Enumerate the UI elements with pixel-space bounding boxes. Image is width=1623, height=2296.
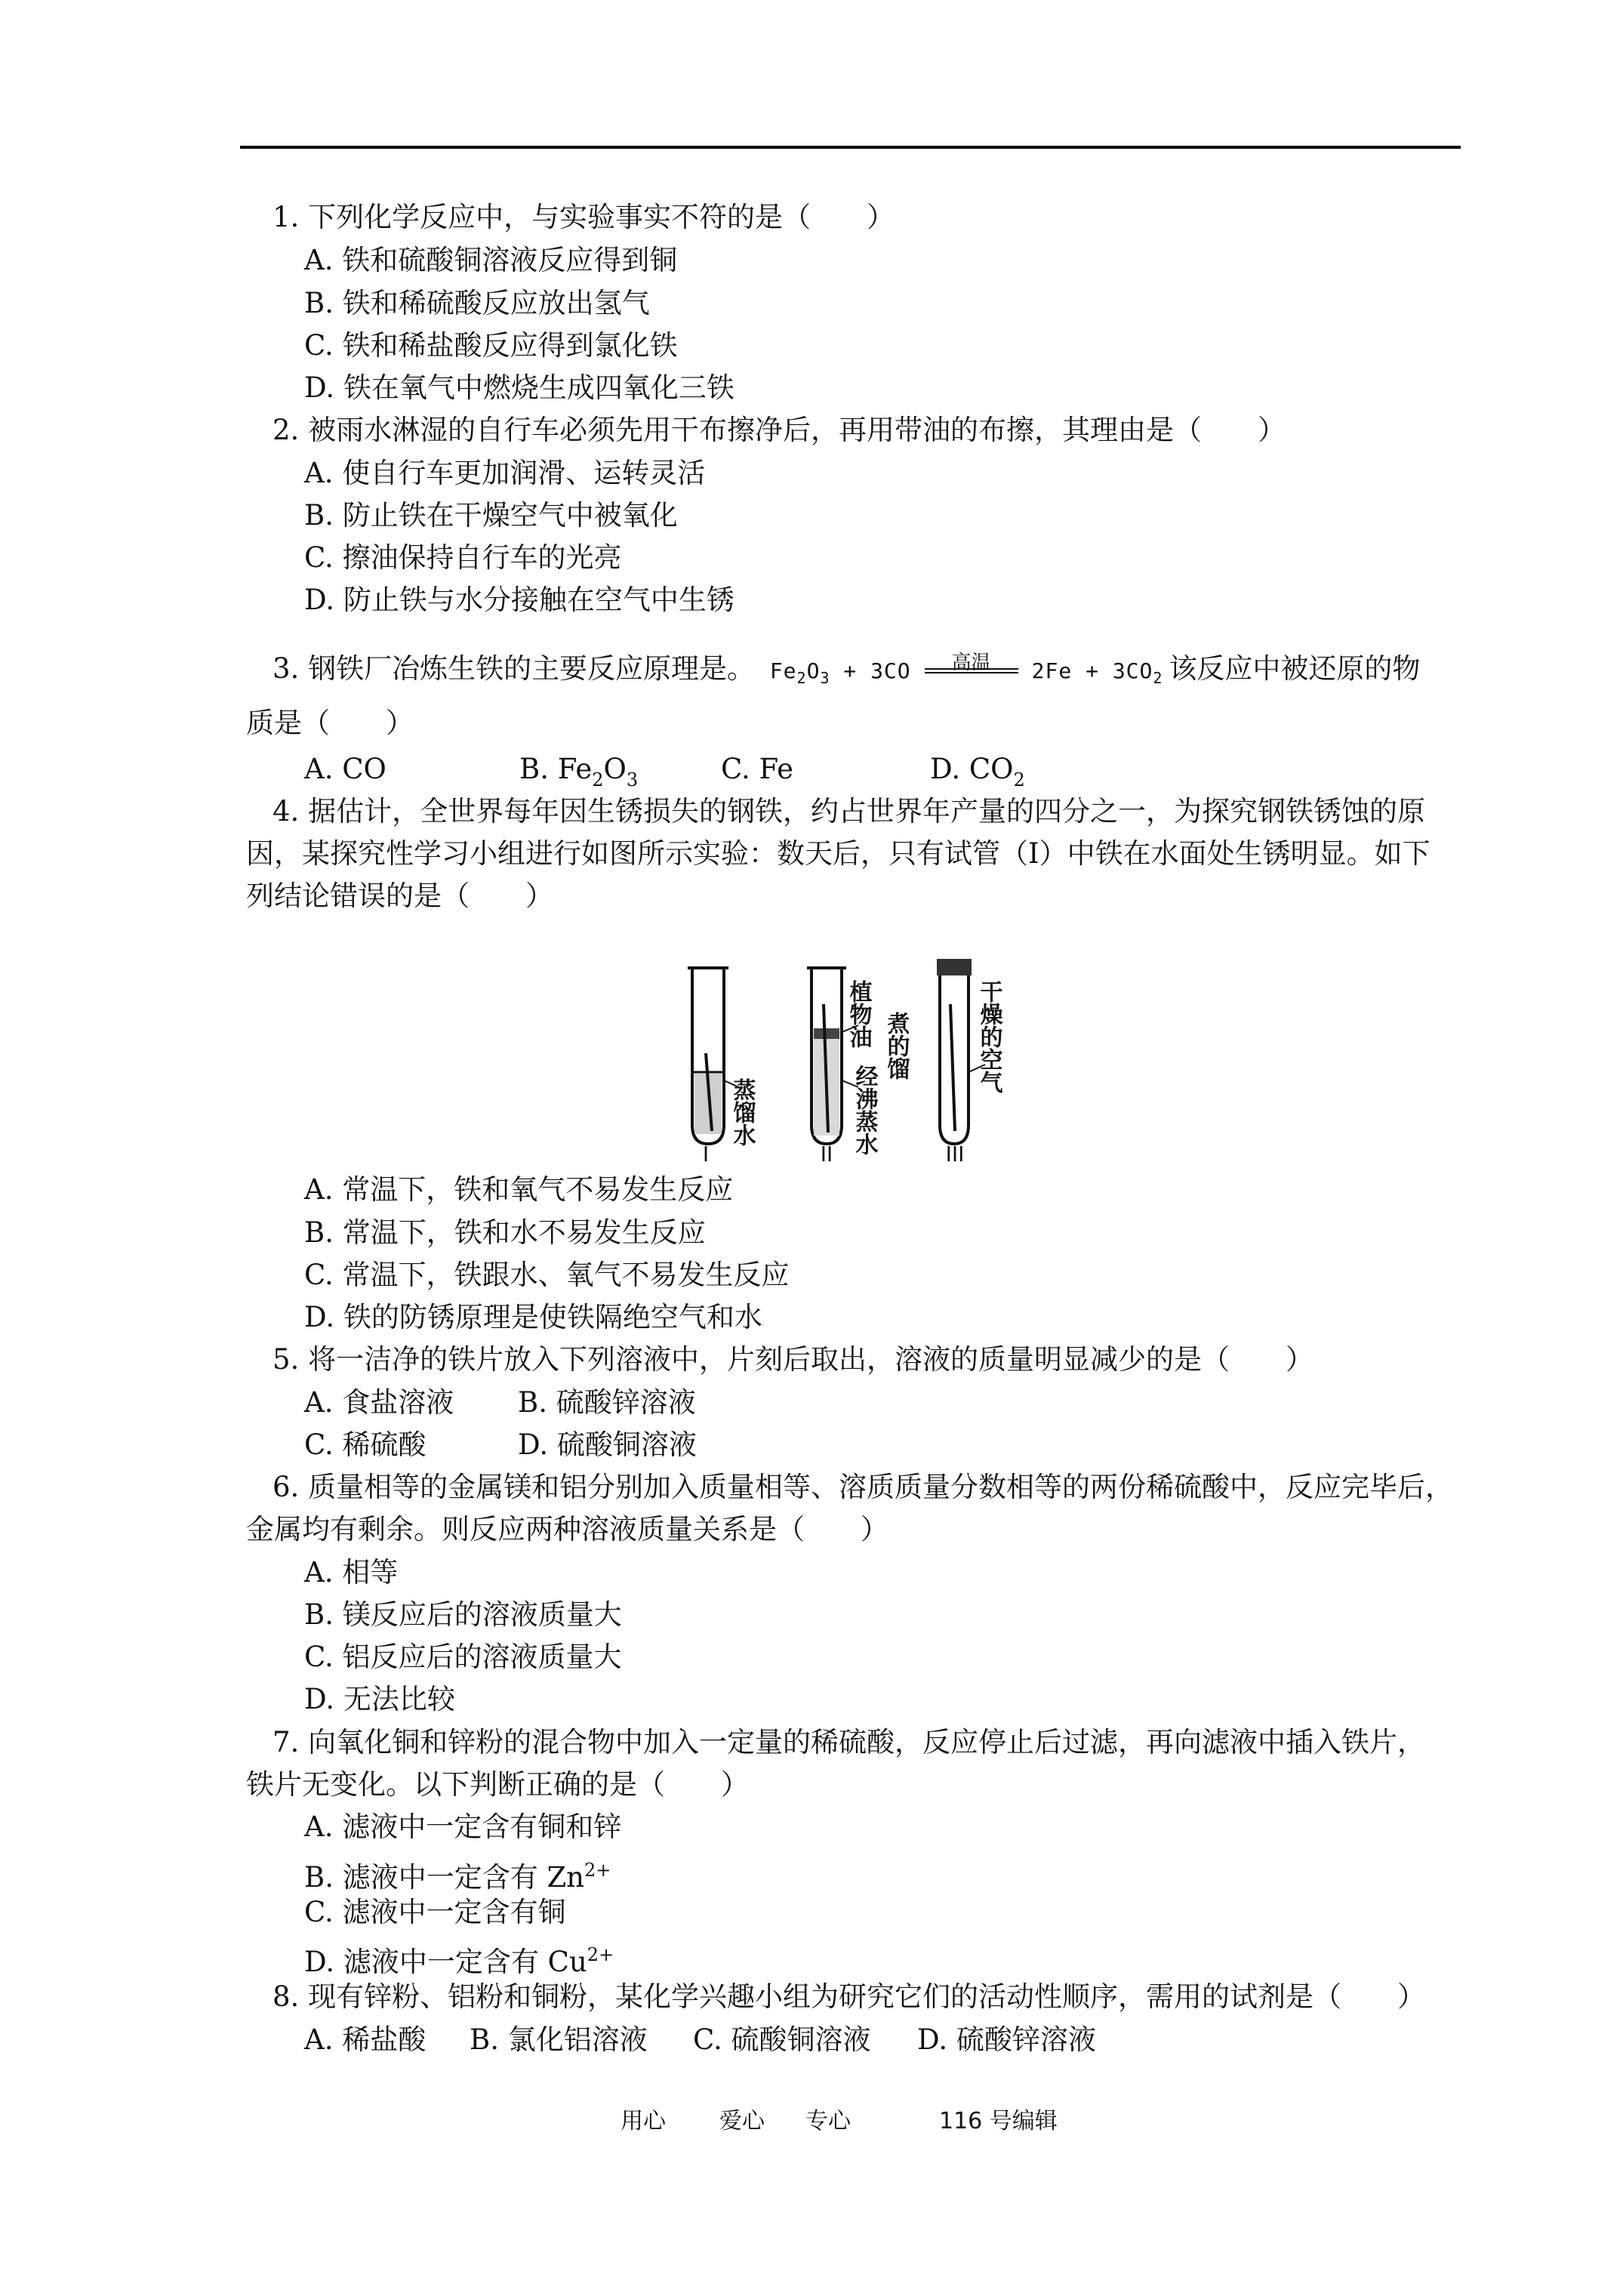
question-8-option-b: B. 氯化铝溶液	[470, 2023, 648, 2056]
question-1-option-b: B. 铁和稀硫酸反应放出氢气	[304, 287, 650, 319]
question-3-stem	[273, 652, 1420, 695]
question-8-option-a: A. 稀盐酸	[304, 2023, 427, 2056]
question-4-stem-line-1: 4. 据估计，全世界每年因生锈损失的钢铁，约占世界年产量的四分之一，为探究钢铁锈蚀的原	[273, 795, 1426, 827]
footer-text-1: 用心	[621, 2108, 666, 2134]
question-3-option-a: A. CO	[304, 753, 387, 785]
question-6-option-c: C. 铝反应后的溶液质量大	[304, 1641, 622, 1673]
tube-2-label-side: 煮的馏	[882, 1012, 910, 1080]
question-6-option-a: A. 相等	[304, 1556, 399, 1589]
question-3-stem-continuation: 质是（ ）	[246, 707, 414, 739]
footer-text-3: 专心	[805, 2108, 851, 2134]
question-7-stem-line-2: 铁片无变化。以下判断正确的是（ ）	[246, 1768, 749, 1801]
question-4-stem-line-2: 因，某探究性学习小组进行如图所示实验：数天后，只有试管（I）中铁在水面处生锈明显。如下	[246, 837, 1431, 870]
test-tube-experiment-figure	[683, 959, 1019, 1163]
tube-2-label-oil: 植物油	[845, 980, 872, 1048]
reaction-products: $2Fe + 3CO_2$	[1031, 658, 1163, 687]
tube-2-number: II	[820, 1142, 833, 1163]
question-3-stem-lead: 3. 钢铁厂冶炼生铁的主要反应原理是。	[273, 652, 756, 685]
footer-text-2: 爱心	[719, 2108, 765, 2134]
question-6-option-d: D. 无法比较	[304, 1683, 455, 1715]
question-7-stem-line-1: 7. 向氧化铜和锌粉的混合物中加入一定量的稀硫酸，反应停止后过滤，再向滤液中插入铁片，	[273, 1726, 1426, 1758]
question-5-option-b: B. 硫酸锌溶液	[518, 1386, 696, 1419]
question-5-stem: 5. 将一洁净的铁片放入下列溶液中，片刻后取出，溶液的质量明显减少的是（ ）	[273, 1343, 1314, 1376]
question-2-stem: 2. 被雨水淋湿的自行车必须先用干布擦净后，再用带油的布擦，其理由是（ ）	[273, 414, 1286, 446]
question-2-option-a: A. 使自行车更加润滑、运转灵活	[304, 457, 706, 489]
tube-2-label-water: 经沸蒸水	[851, 1065, 878, 1155]
question-3-option-c: C. Fe	[721, 753, 794, 785]
question-7-option-a: A. 滤液中一定含有铜和锌	[304, 1811, 622, 1843]
question-4-stem-line-3: 列结论错误的是（ ）	[246, 880, 553, 912]
question-8-option-c: C. 硫酸铜溶液	[693, 2023, 871, 2056]
question-4-option-d: D. 铁的防锈原理是使铁隔绝空气和水	[304, 1301, 762, 1333]
question-5-option-d: D. 硫酸铜溶液	[518, 1428, 697, 1461]
question-1-option-d: D. 铁在氧气中燃烧生成四氧化三铁	[304, 371, 735, 404]
tube-3-number: III	[945, 1142, 965, 1163]
question-6-stem-line-1: 6. 质量相等的金属镁和铝分别加入质量相等、溶质质量分数相等的两份稀硫酸中，反应完毕后，	[273, 1471, 1454, 1503]
question-8-stem: 8. 现有锌粉、铝粉和铜粉，某化学兴趣小组为研究它们的活动性顺序，需用的试剂是（ ）	[273, 1980, 1426, 2013]
footer-text-4: 116 号编辑	[939, 2108, 1058, 2134]
question-2-option-c: C. 擦油保持自行车的光亮	[304, 541, 622, 574]
question-1-stem: 1. 下列化学反应中，与实验事实不符的是（ ）	[273, 201, 895, 233]
question-4-option-a: A. 常温下，铁和氧气不易发生反应	[304, 1173, 734, 1206]
question-1-option-c: C. 铁和稀盐酸反应得到氯化铁	[304, 329, 678, 362]
question-7-option-b: B. 滤液中一定含有 $Zn^{2+}$	[304, 1860, 611, 1894]
question-7-option-c: C. 滤液中一定含有铜	[304, 1896, 566, 1928]
question-2-option-d: D. 防止铁与水分接触在空气中生锈	[304, 584, 735, 616]
question-8-option-d: D. 硫酸锌溶液	[917, 2023, 1096, 2056]
reaction-condition: 高温	[951, 652, 991, 674]
header-rule	[240, 146, 1461, 149]
question-4-option-b: B. 常温下，铁和水不易发生反应	[304, 1216, 706, 1249]
question-4-option-c: C. 常温下，铁跟水、氧气不易发生反应	[304, 1259, 790, 1291]
question-6-option-b: B. 镁反应后的溶液质量大	[304, 1598, 622, 1631]
question-6-stem-line-2: 金属均有剩余。则反应两种溶液质量关系是（ ）	[246, 1513, 888, 1546]
question-1-option-a: A. 铁和硫酸铜溶液反应得到铜	[304, 244, 678, 276]
tube-1-number: I	[702, 1142, 710, 1163]
question-5-option-a: A. 食盐溶液	[304, 1386, 454, 1419]
reaction-arrow	[922, 652, 1021, 686]
question-7-option-d: D. 滤液中一定含有 $Cu^{2+}$	[304, 1944, 614, 1978]
reaction-equation: $Fe_2O_3 + 3CO$	[769, 658, 911, 687]
question-2-option-b: B. 防止铁在干燥空气中被氧化	[304, 499, 678, 532]
question-5-option-c: C. 稀硫酸	[304, 1428, 427, 1461]
question-3-option-b: B. $Fe_2O_3$	[519, 753, 639, 791]
tube-1-label: 蒸馏水	[728, 1078, 756, 1146]
tube-3-label: 干燥的空气	[975, 980, 1002, 1093]
question-3-option-d: D. $CO_2$	[930, 753, 1025, 791]
question-3-stem-tail: 该反应中被还原的物	[1169, 652, 1421, 685]
